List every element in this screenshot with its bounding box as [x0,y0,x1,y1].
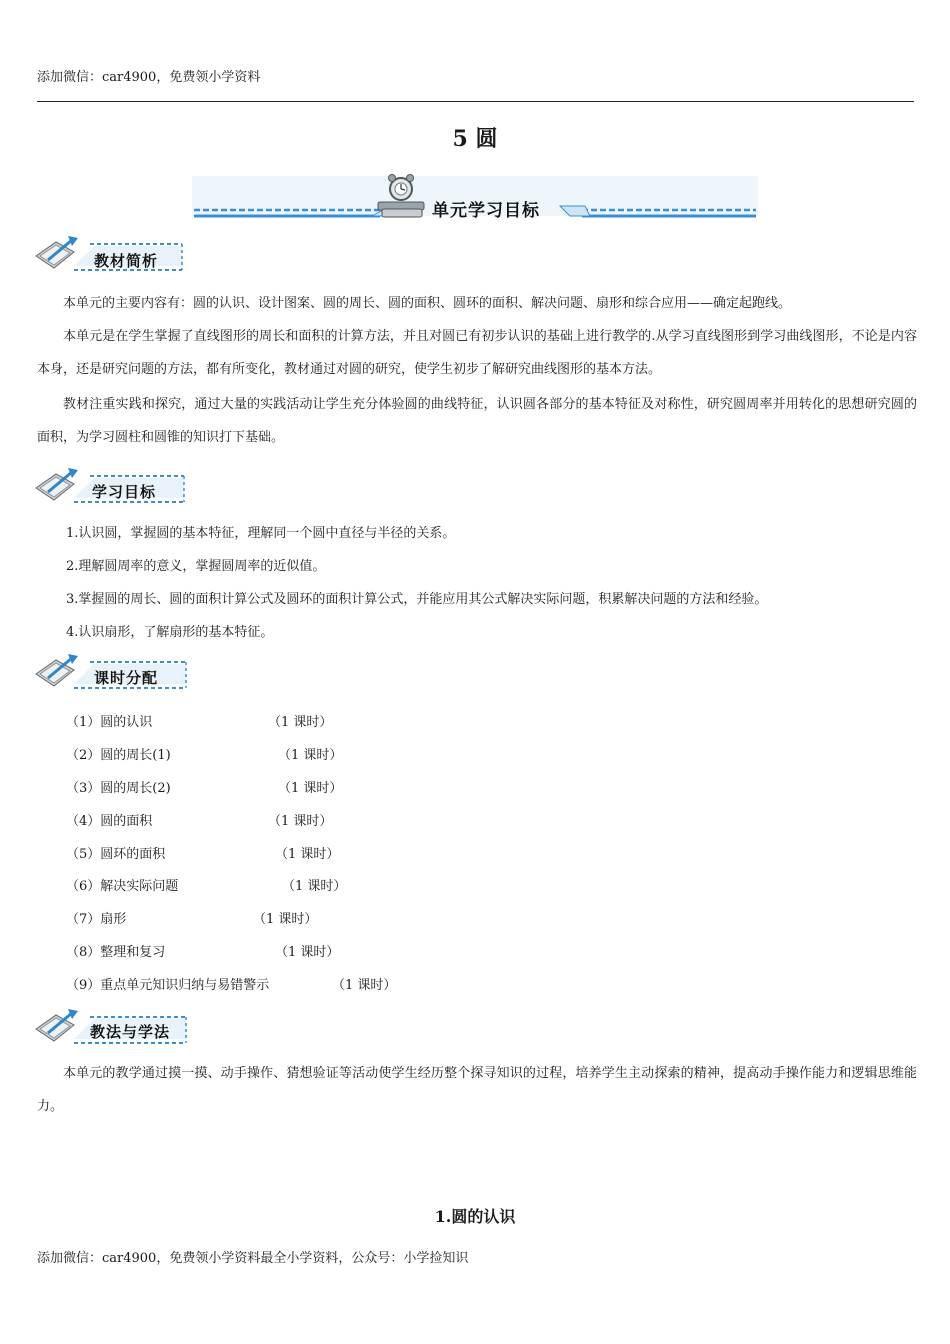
lesson-duration: （1 课时） [253,912,318,927]
lesson-duration: （1 课时） [275,945,340,960]
lesson-duration: （1 课时） [268,715,333,730]
goal-item: 2.理解圆周率的意义，掌握圆周率的近似值。 [66,559,326,574]
subsection-title: 1.圆的认识 [434,1207,516,1226]
header-divider [37,101,914,102]
lesson-row [66,843,340,862]
lesson-name: （7）扇形 [66,912,127,927]
open-book-arrow-icon [36,654,78,686]
section-header-schedule [34,652,194,694]
lesson-duration: （1 课时） [278,748,343,763]
section-label: 教材简析 [94,252,159,270]
textbook-paragraph-1: 本单元的主要内容有：圆的认识、设计图案、圆的周长、圆的面积、圆环的面积、解决问题、扇形和综合应用——确定起跑线。 [63,296,792,311]
lesson-row [66,908,318,927]
section-header-goals [34,466,194,508]
textbook-paragraph-2: 本单元是在学生掌握了直线图形的周长和面积的计算方法，并且对圆已有初步认识的基础上进行教学的.从学习直线图形到学习曲线图形，不论是内容本身，还是研究问题的方法，都有所变化，教材通过对圆的研究，使学生初步了解研究曲线图形的基本方法。 [37,329,917,377]
lesson-name: （9）重点单元知识归纳与易错警示 [66,978,270,993]
section-label: 课时分配 [94,669,159,687]
lesson-row [66,711,333,730]
lesson-duration: （1 课时） [332,978,397,993]
footer-note: 添加微信：car4900，免费领小学资料最全小学资料，公众号：小学捡知识 [37,1251,469,1266]
lesson-name: （6）解决实际问题 [66,879,179,894]
section-label: 学习目标 [92,483,157,501]
lesson-row [66,941,340,960]
lesson-duration: （1 课时） [282,879,347,894]
lesson-row [66,777,343,796]
lesson-duration: （1 课时） [278,781,343,796]
textbook-paragraph-3: 教材注重实践和探究，通过大量的实践活动让学生充分体验圆的曲线特征，认识圆各部分的基本特征及对称性，研究圆周率并用转化的思想研究圆的面积，为学习圆柱和圆锥的知识打下基础。 [37,397,917,445]
lesson-name: （2）圆的周长(1) [66,748,171,763]
lesson-name: （8）整理和复习 [66,945,166,960]
lesson-duration: （1 课时） [268,814,333,829]
open-book-arrow-icon [36,1009,78,1041]
lesson-row [66,875,347,894]
lesson-name: （3）圆的周长(2) [66,781,171,796]
lesson-name: （5）圆环的面积 [66,847,166,862]
goal-item: 4.认识扇形，了解扇形的基本特征。 [66,625,274,640]
open-book-arrow-icon [36,236,78,268]
unit-goals-banner-label: 单元学习目标 [432,201,540,221]
lesson-row [66,744,343,763]
lesson-name: （4）圆的面积 [66,814,153,829]
header-note: 添加微信：car4900，免费领小学资料 [37,70,261,85]
lesson-duration: （1 课时） [275,847,340,862]
goal-item: 3.掌握圆的周长、圆的面积计算公式及圆环的面积计算公式，并能应用其公式解决实际问题，积累解决问题的方法和经验。 [66,592,768,607]
lesson-name: （1）圆的认识 [66,715,153,730]
lesson-row [66,810,333,829]
section-header-textbook [34,234,194,276]
open-book-arrow-icon [36,468,78,500]
section-label: 教法与学法 [90,1023,171,1041]
methods-paragraph: 本单元的教学通过摸一摸、动手操作、猜想验证等活动使学生经历整个探寻知识的过程，培养学生主动探索的精神，提高动手操作能力和逻辑思维能力。 [37,1066,917,1114]
page-title: 5 圆 [452,126,498,152]
section-header-methods [34,1007,194,1049]
goal-item: 1.认识圆，掌握圆的基本特征，理解同一个圆中直径与半径的关系。 [66,526,456,541]
lesson-row [66,974,397,993]
